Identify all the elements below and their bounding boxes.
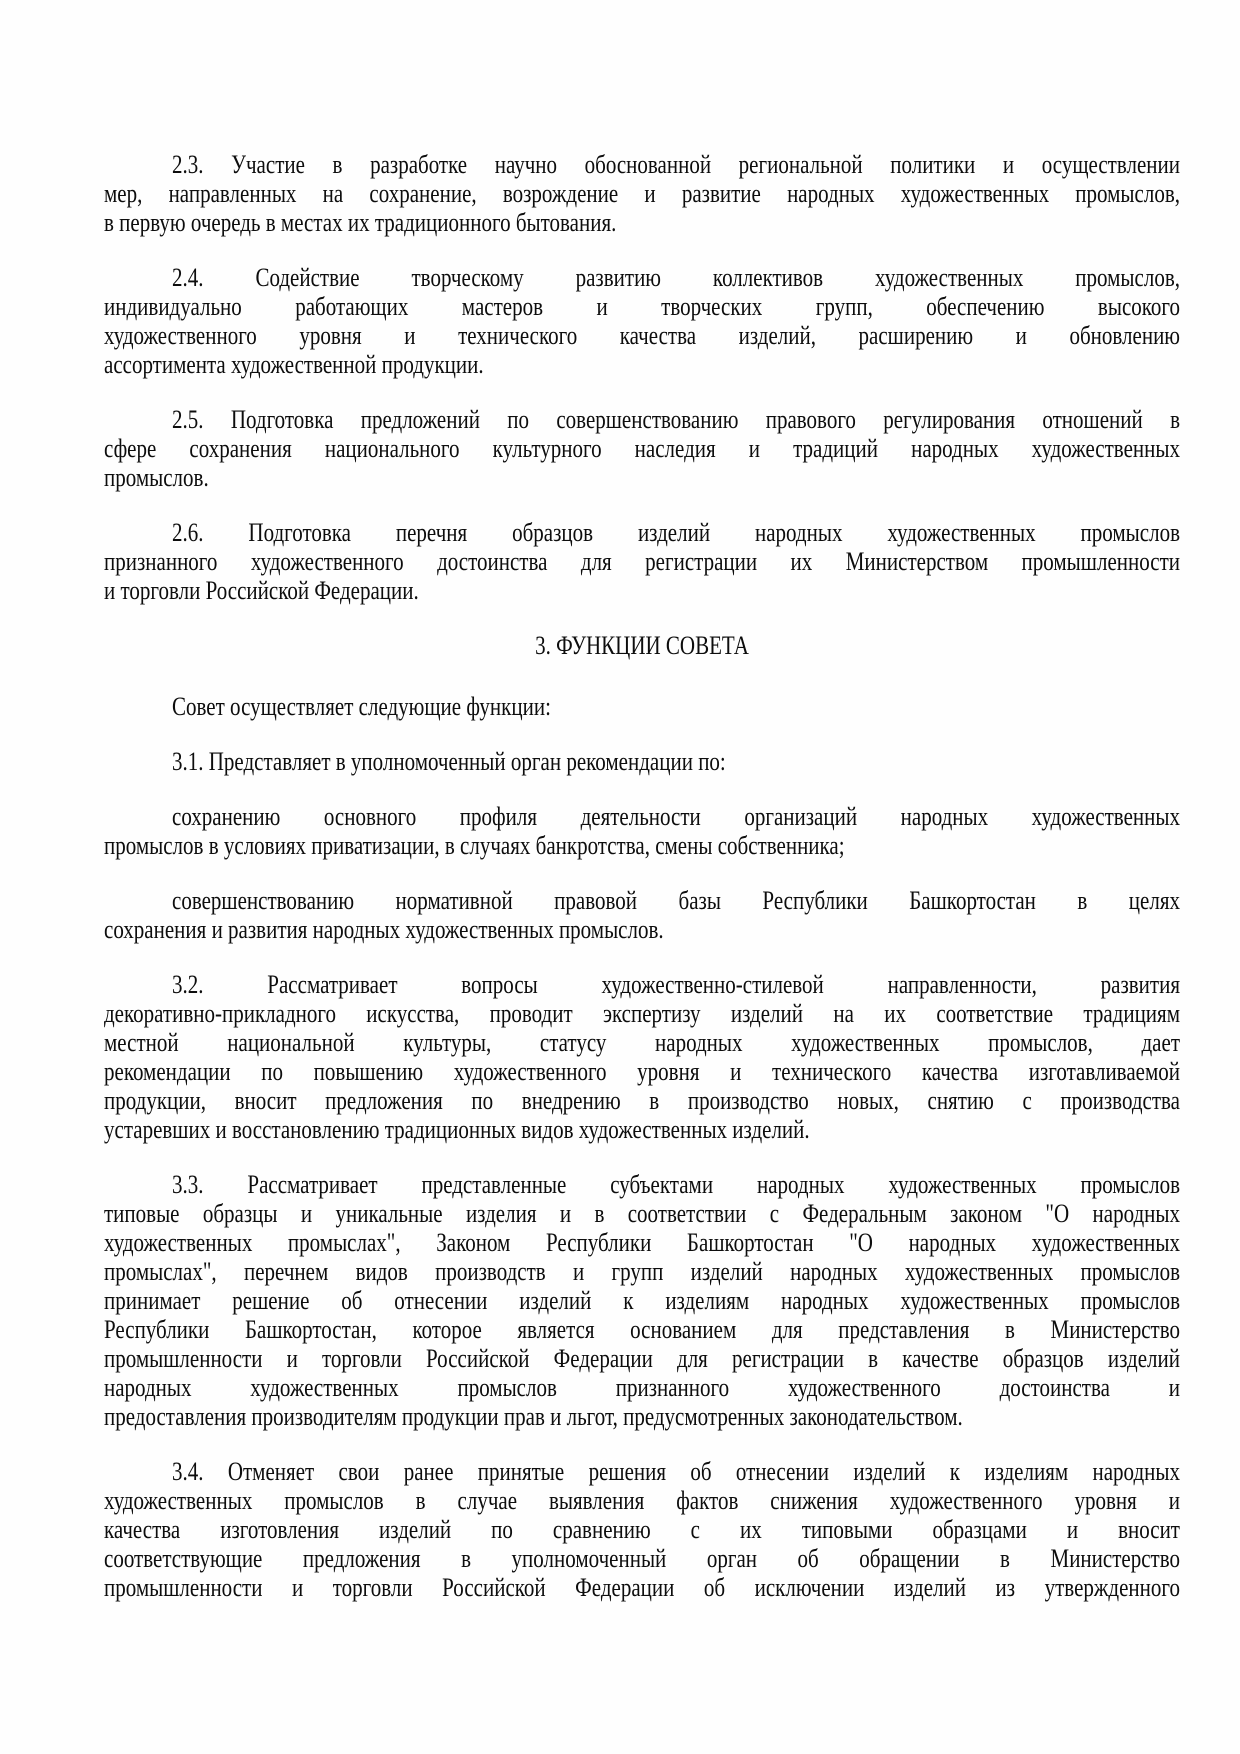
paragraph-3-2-line-1: 3.2. Рассматривает вопросы художественно-стилевой направленности, развития: [172, 968, 1180, 1000]
section-3-heading: 3. ФУНКЦИИ СОВЕТА: [535, 629, 749, 661]
paragraph-2-6-line-2: признанного художественного достоинства для регистрации их Министерством промышленности: [104, 545, 1180, 577]
paragraph-3-1-item-improvement-line-1: совершенствованию нормативной правовой базы Республики Башкортостан в целях: [172, 884, 1180, 916]
paragraph-section-3-intro-line-1: Совет осуществляет следующие функции:: [172, 690, 551, 722]
paragraph-2-6: [104, 518, 1180, 605]
paragraph-3-3: [104, 1170, 1180, 1431]
paragraph-3-3-line-2: типовые образцы и уникальные изделия и в соответствии с Федеральным законом "О народных: [104, 1197, 1180, 1229]
paragraph-3-3-line-7: промышленности и торговли Российской Федерации для регистрации в качестве образцов изделий: [104, 1342, 1180, 1374]
document-body: [104, 150, 1180, 1628]
paragraph-3-3-line-9: предоставления производителям продукции прав и льгот, предусмотренных законодательством.: [104, 1400, 963, 1432]
paragraph-3-1-item-preservation-line-1: сохранению основного профиля деятельности организаций народных художественных: [172, 800, 1180, 832]
paragraph-2-3: [104, 150, 1180, 237]
paragraph-3-1-item-preservation: [104, 802, 1180, 860]
paragraph-3-3-line-1: 3.3. Рассматривает представленные субъектами народных художественных промыслов: [172, 1168, 1180, 1200]
paragraph-3-4-line-1: 3.4. Отменяет свои ранее принятые решения об отнесении изделий к изделиям народных: [172, 1455, 1180, 1487]
paragraph-2-4: [104, 263, 1180, 379]
paragraph-2-5: [104, 405, 1180, 492]
paragraph-2-3-line-2: мер, направленных на сохранение, возрождение и развитие народных художественных промыслов,: [104, 177, 1180, 209]
paragraph-2-3-line-3: в первую очередь в местах их традиционного бытования.: [104, 206, 617, 238]
paragraph-section-3-intro: [104, 692, 1180, 721]
paragraph-2-4-line-4: ассортимента художественной продукции.: [104, 348, 484, 380]
paragraph-2-4-line-1: 2.4. Содействие творческому развитию коллективов художественных промыслов,: [172, 261, 1180, 293]
paragraph-3-4-line-3: качества изготовления изделий по сравнению с их типовыми образцами и вносит: [104, 1513, 1180, 1545]
paragraph-3-4: [104, 1457, 1180, 1602]
paragraph-3-2-line-3: местной национальной культуры, статусу народных художественных промыслов, дает: [104, 1026, 1180, 1058]
paragraph-3-4-line-5: промышленности и торговли Российской Федерации об исключении изделий из утвержденного: [104, 1571, 1180, 1603]
paragraph-3-1-item-preservation-line-2: промыслов в условиях приватизации, в случаях банкротства, смены собственника;: [104, 829, 845, 861]
paragraph-2-5-line-1: 2.5. Подготовка предложений по совершенствованию правового регулирования отношений в: [172, 403, 1180, 435]
paragraph-3-4-line-2: художественных промыслов в случае выявления фактов снижения художественного уровня и: [104, 1484, 1180, 1516]
paragraph-3-2-line-2: декоративно-прикладного искусства, проводит экспертизу изделий на их соответствие традициям: [104, 997, 1180, 1029]
paragraph-3-1-line-1: 3.1. Представляет в уполномоченный орган рекомендации по:: [172, 745, 726, 777]
paragraph-2-4-line-3: художественного уровня и технического качества изделий, расширению и обновлению: [104, 319, 1180, 351]
paragraph-3-2-line-4: рекомендации по повышению художественного уровня и технического качества изготавливаемой: [104, 1055, 1180, 1087]
paragraph-3-3-line-5: принимает решение об отнесении изделий к изделиям народных художественных промыслов: [104, 1284, 1180, 1316]
paragraph-3-3-line-3: художественных промыслах", Законом Республики Башкортостан "О народных художественных: [104, 1226, 1180, 1258]
paragraph-2-5-line-2: сфере сохранения национального культурного наследия и традиций народных художественных: [104, 432, 1180, 464]
paragraph-3-3-line-6: Республики Башкортостан, которое является основанием для представления в Министерство: [104, 1313, 1180, 1345]
paragraph-3-3-line-4: промыслах", перечнем видов производств и групп изделий народных художественных промыслов: [104, 1255, 1180, 1287]
paragraph-2-6-line-3: и торговли Российской Федерации.: [104, 574, 419, 606]
paragraph-3-2-line-5: продукции, вносит предложения по внедрению в производство новых, снятию с производства: [104, 1084, 1180, 1116]
paragraph-3-2-line-6: устаревших и восстановлению традиционных видов художественных изделий.: [104, 1113, 810, 1145]
paragraph-2-4-line-2: индивидуально работающих мастеров и творческих групп, обеспечению высокого: [104, 290, 1180, 322]
paragraph-2-6-line-1: 2.6. Подготовка перечня образцов изделий народных художественных промыслов: [172, 516, 1180, 548]
paragraph-3-4-line-4: соответствующие предложения в уполномоченный орган об обращении в Министерство: [104, 1542, 1180, 1574]
paragraph-3-2: [104, 970, 1180, 1144]
paragraph-3-1: [104, 747, 1180, 776]
paragraph-2-3-line-1: 2.3. Участие в разработке научно обоснованной региональной политики и осуществлении: [172, 148, 1180, 180]
paragraph-2-5-line-3: промыслов.: [104, 461, 209, 493]
paragraph-3-1-item-improvement: [104, 886, 1180, 944]
paragraph-3-1-item-improvement-line-2: сохранения и развития народных художественных промыслов.: [104, 913, 664, 945]
paragraph-3-3-line-8: народных художественных промыслов признанного художественного достоинства и: [104, 1371, 1180, 1403]
